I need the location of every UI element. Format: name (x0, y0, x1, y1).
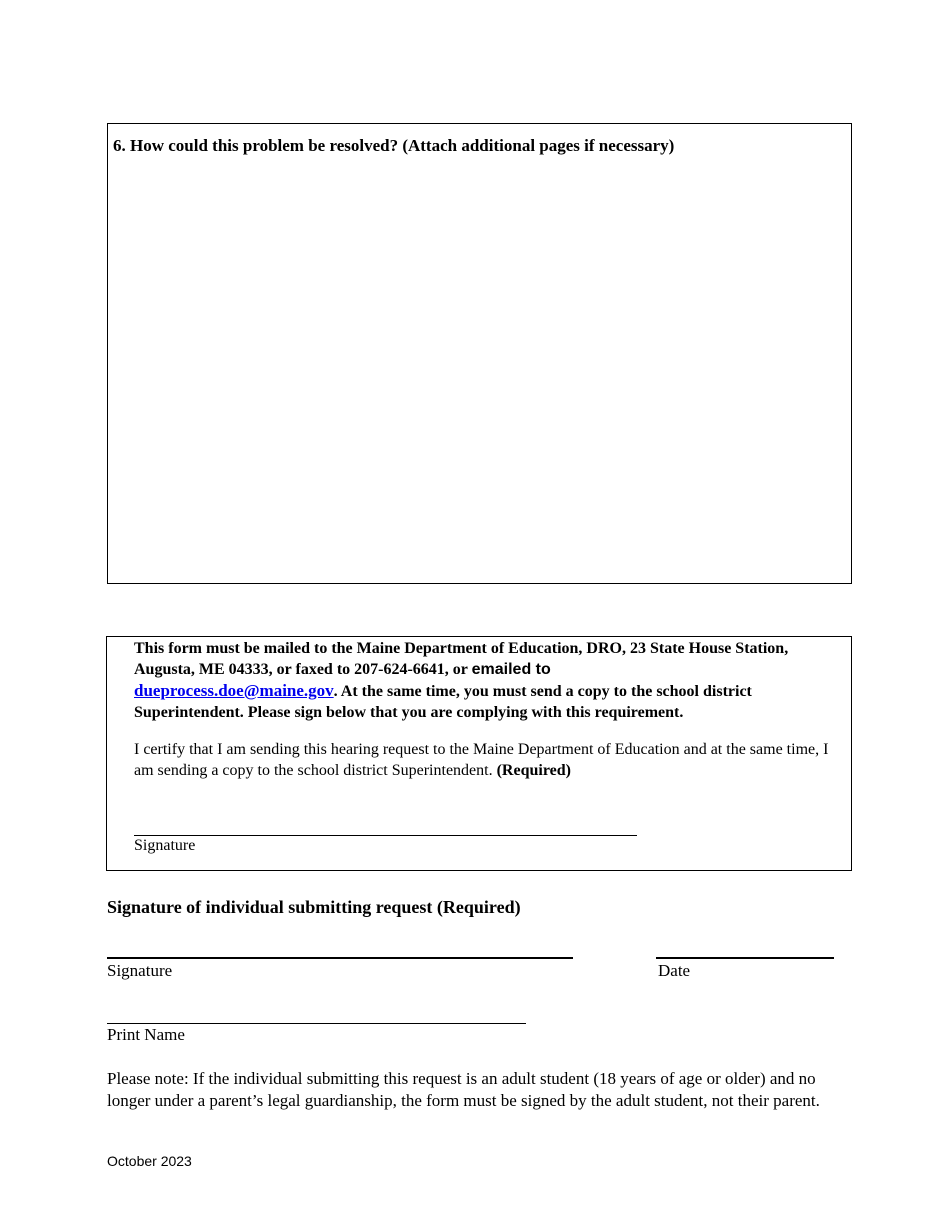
adult-student-note: Please note: If the individual submitting this request is an adult student (18 years of age or older) and no longer under a parent’s legal guardianship, the form must be signed by the adult student, not their parent. (107, 1069, 820, 1110)
submitter-signature-line[interactable] (107, 957, 573, 959)
certify-statement (134, 739, 834, 781)
submitter-signature-label: Signature (107, 961, 173, 980)
date-line[interactable] (656, 957, 834, 959)
date-label: Date (658, 961, 691, 980)
notice-line2: . At the same time, you must send a copy to the school district Superintendent. Please sign below that you are complying with this requirement. (134, 683, 752, 721)
print-name-line[interactable] (107, 1023, 526, 1024)
question6-title: 6. How could this problem be resolved? (Attach additional pages if necessary) (113, 136, 675, 155)
submitter-heading: Signature of individual submitting request (Required) (107, 897, 521, 917)
certify-required: (Required) (496, 762, 571, 779)
notice-signature-label: Signature (134, 837, 196, 854)
notice-instructions (134, 638, 834, 723)
question6-answer-box[interactable] (107, 123, 852, 584)
certify-text: I certify that I am sending this hearing request to the Maine Department of Education and at the same time, I am sending a copy to the school district Superintendent. (134, 741, 829, 779)
notice-line1: This form must be mailed to the Maine Department of Education, DRO, 23 State House Station, Augusta, ME 04333, or faxed to 207-624-6641, or (134, 640, 789, 678)
print-name-label: Print Name (107, 1025, 185, 1044)
footer-date: October 2023 (107, 1153, 192, 1169)
email-link[interactable]: dueprocess.doe@maine.gov (134, 681, 334, 700)
notice-emailed-to: emailed to (471, 661, 551, 678)
notice-signature-line[interactable] (134, 835, 637, 836)
